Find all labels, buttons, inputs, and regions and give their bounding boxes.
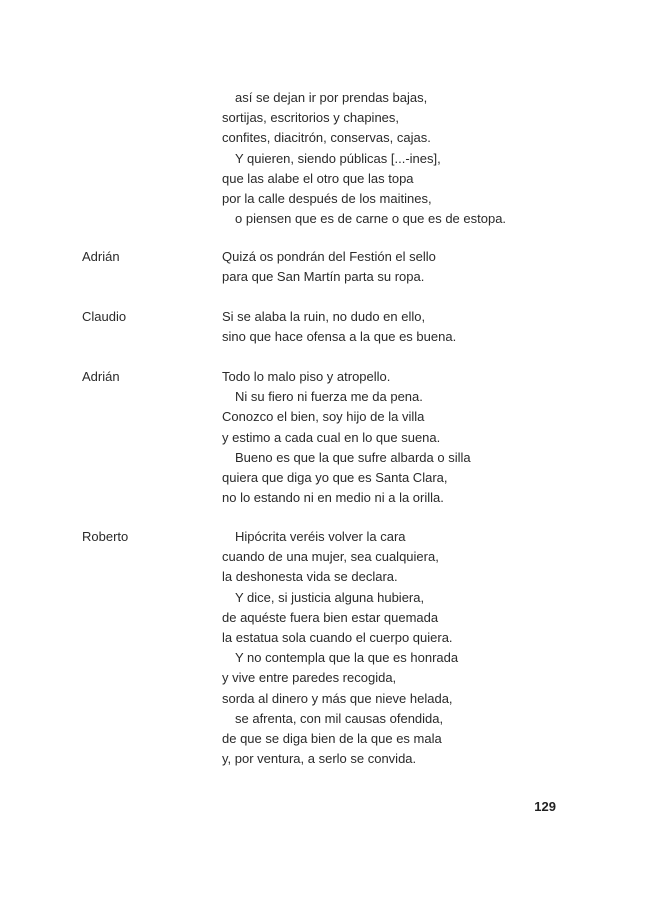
verse-lines [222,367,622,508]
verse-line: y estimo a cada cual en lo que suena. [222,429,441,445]
verse-line: Todo lo malo piso y atropello. [222,369,391,384]
verse-lines [222,307,622,347]
verse-line: sorda al dinero y más que nieve helada, [222,690,453,706]
verse-line: no lo estando ni en medio ni a la orilla. [222,490,444,506]
speaker-name: Adrián [82,369,120,384]
verse-line: Hipócrita veréis volver la cara [235,529,406,544]
verse-line: que las alabe el otro que las topa [222,170,414,186]
speaker-name: Adrián [82,249,120,264]
verse-line: se afrenta, con mil causas ofendida, [235,710,444,726]
verse-line: por la calle después de los maitines, [222,191,432,207]
verse-line: Y dice, si justicia alguna hubiera, [235,589,425,605]
verse-line: sino que hace ofensa a la que es buena. [222,329,457,345]
verse-lines [222,247,622,287]
verse-line: sortijas, escritorios y chapines, [222,110,400,126]
verse-line: la deshonesta vida se declara. [222,569,398,585]
verse-line: y vive entre paredes recogida, [222,670,397,686]
verse-line: Y no contempla que la que es honrada [235,650,459,666]
speaker-name: Claudio [82,309,127,324]
verse-lines [222,88,622,229]
verse-line: así se dejan ir por prendas bajas, [235,90,428,105]
verse-line: confites, diacitrón, conservas, cajas. [222,130,431,146]
verse-line: cuando de una mujer, sea cualquiera, [222,549,439,565]
verse-line: quiera que diga yo que es Santa Clara, [222,470,448,486]
verse-line: o piensen que es de carne o que es de estopa. [235,211,507,227]
verse-line: Si se alaba la ruin, no dudo en ello, [222,309,426,324]
verse-line: la estatua sola cuando el cuerpo quiera. [222,630,453,646]
verse-line: Ni su fiero ni fuerza me da pena. [235,389,423,405]
speaker-name: Roberto [82,529,129,544]
verse-line: para que San Martín parta su ropa. [222,269,425,285]
verse-line: Bueno es que la que sufre albarda o silla [235,449,471,465]
verse-line: y, por ventura, a serlo se convida. [222,751,417,767]
verse-lines [222,527,622,769]
verse-line: Y quieren, siendo públicas [...-ines], [235,150,441,166]
verse-line: de que se diga bien de la que es mala [222,731,442,747]
verse-line: Quizá os pondrán del Festión el sello [222,249,436,264]
page-number: 129 [534,799,556,814]
verse-line: de aquéste fuera bien estar quemada [222,609,439,625]
verse-line: Conozco el bien, soy hijo de la villa [222,409,425,425]
